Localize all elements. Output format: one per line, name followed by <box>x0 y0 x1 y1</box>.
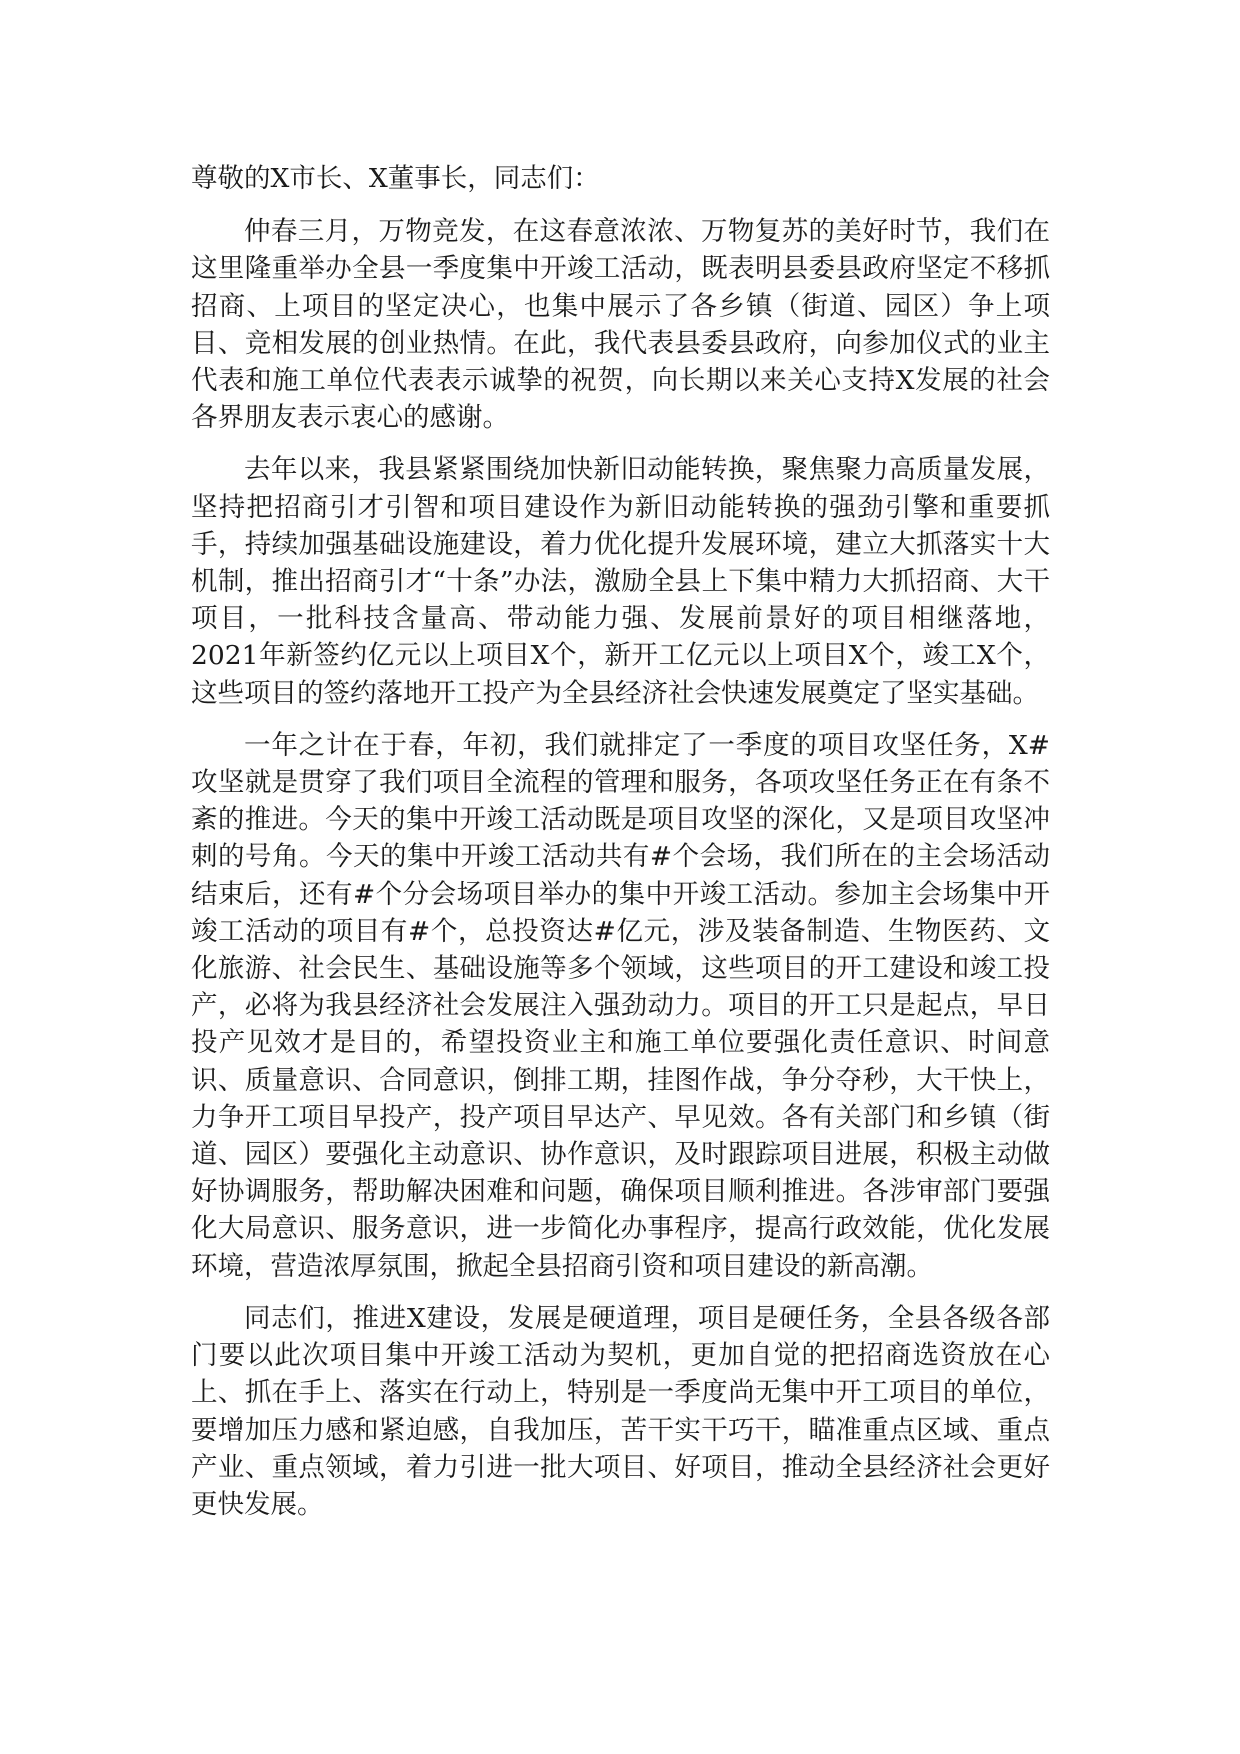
speech-body <box>191 160 1050 1538</box>
paragraph-closing: 同志们，推进X建设，发展是硬道理，项目是硬任务，全县各级各部门要以此次项目集中开竣工活动为契机，更加自觉的把招商选资放在心上、抓在手上、落实在行动上，特别是一季度尚无集中开工项目的单位，要增加压力感和紧迫感，自我加压，苦干实干巧干，瞄准重点区域、重点产业、重点领域，着力引进一批大项目、好项目，推动全县经济社会更好更快发展。 <box>191 1302 1050 1520</box>
paragraph-opening: 仲春三月，万物竞发，在这春意浓浓、万物复苏的美好时节，我们在这里隆重举办全县一季度集中开竣工活动，既表明县委县政府坚定不移抓招商、上项目的坚定决心，也集中展示了各乡镇（街道、园区）争上项目、竞相发展的创业热情。在此，我代表县委县政府，向参加仪式的业主代表和施工单位代表表示诚挚的祝贺，向长期以来关心支持X发展的社会各界朋友表示衷心的感谢。 <box>191 216 1050 434</box>
salutation: 尊敬的X市长、X董事长，同志们： <box>191 163 600 194</box>
paragraph-spring-tasks: 一年之计在于春，年初，我们就排定了一季度的项目攻坚任务，X#攻坚就是贯穿了我们项目全流程的管理和服务，各项攻坚任务正在有条不紊的推进。今天的集中开竣工活动既是项目攻坚的深化，又是项目攻坚冲刺的号角。今天的集中开竣工活动共有#个会场，我们所在的主会场活动结束后，还有#个分会场项目举办的集中开竣工活动。参加主会场集中开竣工活动的项目有#个，总投资达#亿元，涉及装备制造、生物医药、文化旅游、社会民生、基础设施等多个领域，这些项目的开工建设和竣工投产，必将为我县经济社会发展注入强劲动力。项目的开工只是起点，早日投产见效才是目的，希望投资业主和施工单位要强化责任意识、时间意识、质量意识、合同意识，倒排工期，挂图作战，争分夺秒，大干快上，力争开工项目早投产，投产项目早达产、早见效。各有关部门和乡镇（街道、园区）要强化主动意识、协作意识，及时跟踪项目进展，积极主动做好协调服务，帮助解决困难和问题，确保项目顺利推进。各涉审部门要强化大局意识、服务意识，进一步简化办事程序，提高行政效能，优化发展环境，营造浓厚氛围，掀起全县招商引资和项目建设的新高潮。 <box>191 729 1050 1282</box>
paragraph-last-year: 去年以来，我县紧紧围绕加快新旧动能转换，聚焦聚力高质量发展，坚持把招商引才引智和项目建设作为新旧动能转换的强劲引擎和重要抓手，持续加强基础设施建设，着力优化提升发展环境，建立大抓落实十大机制，推出招商引才“十条”办法，激励全县上下集中精力大抓招商、大干项目，一批科技含量高、带动能力强、发展前景好的项目相继落地，2021年新签约亿元以上项目X个，新开工亿元以上项目X个，竣工X个，这些项目的签约落地开工投产为全县经济社会快速发展奠定了坚实基础。 <box>191 454 1050 709</box>
